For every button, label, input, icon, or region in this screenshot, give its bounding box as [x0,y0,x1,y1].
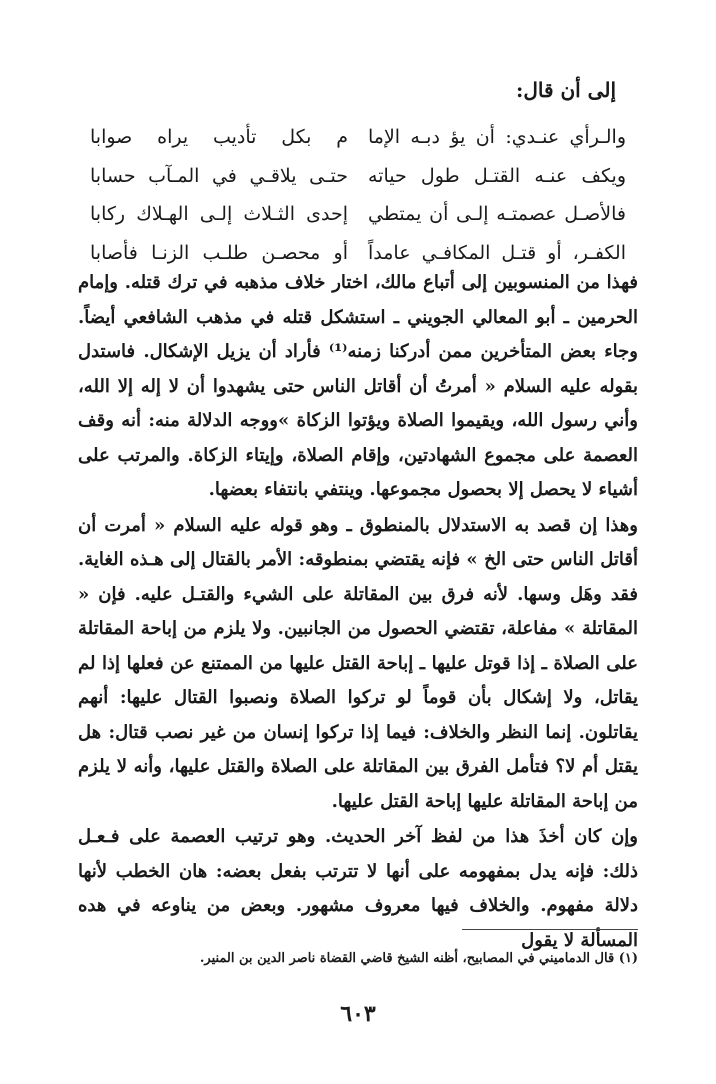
footnote-divider [462,929,638,930]
paragraph: وإن كان أخذَ هذا من لفظ آخر الحديث. وهو ترتيب العصمة على فـعـل ذلك: فإنه يدل بمفهومه على أنها لا تترتب بفعل بعضه: هان الخطب لأنها دلالة مفهوم. والخلاف فيها معروف مشهور. وبعض من يناوعه في هده المسألة لا يقول [78,826,638,951]
verse-second-hemistich: حتـى يلاقـي في المـآب حسابا [90,164,348,187]
body-text [78,266,638,958]
paragraph: وهذا إن قصد به الاستدلال بالمنطوق ـ وهو قوله عليه السلام « أمرت أن أقاتل الناس حتى الخ » فإنه يقتضي بمنطوقه: الأمر بالقتال إلى هـذه الغاية. فقد وهَل وسها. لأنه فرق بين المقاتلة على الشيء والقتـل عليه. فإن « المقاتلة » مفاعلة، تقتضي الحصول من الجانبين. ولا يلزم من إباحة المقاتلة على الصلاة ـ إذا قوتل عليها ـ إباحة القتل عليها من الممتنع عن فعلها إذا لم يقاتل، ولا إشكال بأن قوماً لو تركوا الصلاة ونصبوا القتال عليها: أنهم يقاتلون. إنما النظر والخلاف: فيما إذا تركوا إنسان من غير نصب قتال: هل يقتل أم لا؟ فتأمل الفرق بين المقاتلة على الصلاة والقتل عليها، وأنه لا يلزم من إباحة المقاتلة عليها إباحة القتل عليها. [78,514,638,812]
verse-second-hemistich: إحدى الثـلاث إلـى الهـلاك ركابا [90,203,348,226]
verse-second-hemistich: أو محصـن طلـب الزنـا فأصابا [90,241,348,264]
verse-first-hemistich: والـرأي عنـدي: أن يؤ دبـه الإما [368,126,626,149]
poem [90,118,626,272]
verse-first-hemistich: الكفـر، أو قتـل المكافـي عامداً [368,241,626,264]
paragraph: فهذا من المنسوبين إلى أتباع مالك، اختار خلاف مذهبه في ترك قتله. وإمام الحرمين ـ أبو المعالي الجويني ـ استشكل قتله في مذهب الشافعي أيضاً. وجاء بعض المتأخرين ممن أدركنا زمنه⁽¹⁾ فأراد أن يزيل الإشكال. فاستدل بقوله عليه السلام « أمرتُ أن أقاتل الناس حتى يشهدوا أن لا إله إلا الله، وأني رسول الله، ويقيموا الصلاة ويؤتوا الزكاة »ووجه الدلالة منه: أنه وقف العصمة على مجموع الشهادتين، وإقام الصلاة، وإيتاء الزكاة. والمرتب على أشياء لا يحصل إلا بحصول مجموعها. وينتفي بانتفاء بعضها. [78,272,638,500]
intro-line: إلى أن قال: [515,78,616,102]
poem-verse [90,118,626,157]
verse-first-hemistich: فالأصـل عصمتـه إلـى أن يمتطي [368,203,626,226]
verse-first-hemistich: ويكف عنـه القتـل طول حياته [368,164,626,187]
verse-second-hemistich: م بكل تأديب يراه صوابا [90,126,348,149]
poem-verse [90,157,626,196]
page-number: ٦٠٣ [340,1001,376,1027]
footnote: (١) قال الدماميني في المصابيح، أظنه الشيخ قاضي القضاة ناصر الدين بن المنير. [199,951,638,966]
poem-verse [90,195,626,234]
